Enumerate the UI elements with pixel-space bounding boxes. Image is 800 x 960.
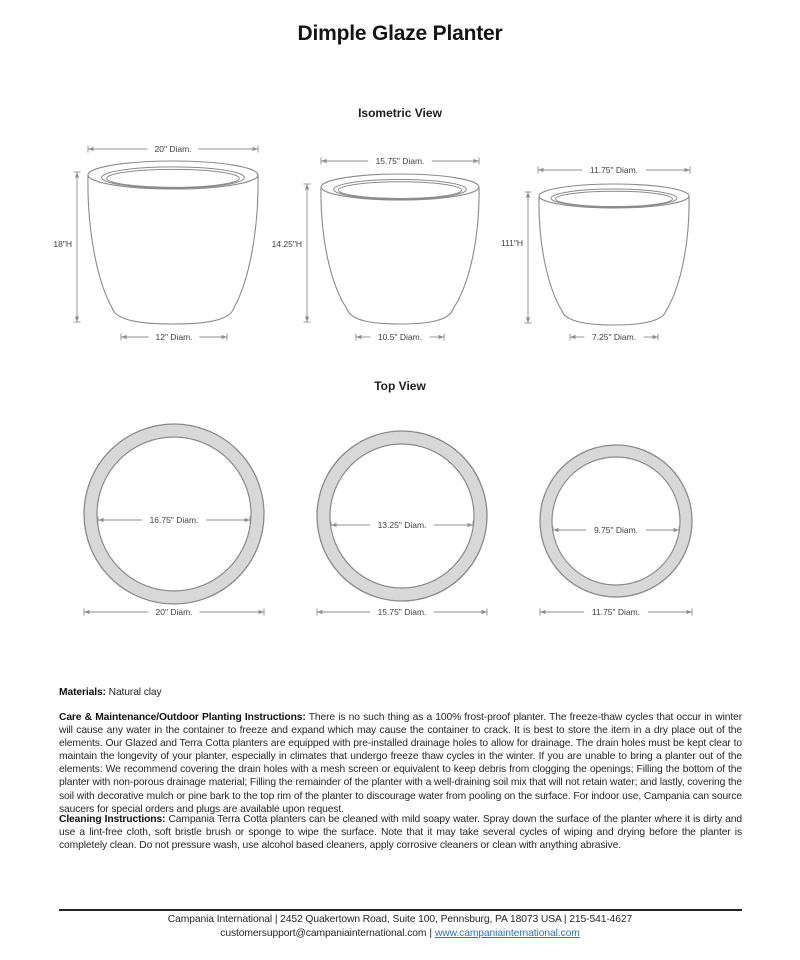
outer-diameter-label: 20" Diam. — [155, 607, 193, 617]
cleaning-text: Campania Terra Cotta planters can be cleaned with mild soapy water. Spray down the surface of the planter where it is dirty and use a lint-free cloth, soft bristle brush or sponge to wipe the surface. Note that it may take several cycles of wiping and drying before the planter is completely clean. Do not pressure wash, use alcohol based cleaners, apply corrosive cleaners or clean with anything abrasive. — [59, 814, 742, 852]
inner-diameter-label: 13.25" Diam. — [377, 520, 427, 530]
arrow-icon — [75, 172, 79, 178]
planter-isometric-2 — [272, 156, 479, 342]
planter-isometric-1 — [53, 144, 258, 342]
arrow-icon — [687, 610, 693, 614]
cleaning-instructions-paragraph — [59, 813, 742, 852]
planter-body-outline — [539, 196, 689, 325]
arrow-icon — [317, 610, 323, 614]
height-label: 18"H — [53, 239, 72, 249]
arrow-icon — [84, 610, 90, 614]
footer-email: customersupport@campaniainternational.com — [220, 928, 427, 939]
arrow-icon — [685, 168, 691, 172]
bottom-diameter-label: 10.5" Diam. — [377, 332, 423, 342]
care-instructions-paragraph — [59, 711, 742, 816]
footer-address-line: Campania International | 2452 Quakertown Road, Suite 100, Pennsburg, PA 18073 USA | 215-541-4627 — [167, 914, 633, 925]
arrow-icon — [653, 335, 659, 339]
arrow-icon — [570, 335, 576, 339]
planter-top-view-1 — [84, 424, 264, 617]
ring-inner-circle — [552, 457, 680, 585]
height-label: 111"H — [500, 238, 523, 248]
arrow-icon — [439, 335, 445, 339]
arrow-icon — [121, 335, 127, 339]
ring-inner-circle — [330, 444, 474, 588]
arrow-icon — [253, 147, 259, 151]
cleaning-label: Cleaning Instructions: — [59, 814, 166, 825]
isometric-view-heading: Isometric View — [358, 106, 442, 120]
arrow-icon — [259, 610, 265, 614]
materials-label: Materials: — [59, 687, 106, 698]
materials-value: Natural clay — [108, 687, 162, 698]
arrow-icon — [222, 335, 228, 339]
arrow-icon — [474, 159, 480, 163]
bottom-diameter-label: 7.25" Diam. — [591, 332, 637, 342]
arrow-icon — [305, 317, 309, 323]
materials-line — [59, 686, 742, 699]
footer-divider — [59, 909, 742, 911]
planter-body-outline — [321, 187, 479, 324]
top-view-heading: Top View — [374, 379, 426, 393]
arrow-icon — [540, 610, 546, 614]
page-title: Dimple Glaze Planter — [297, 22, 503, 45]
planter-rim-outer — [321, 174, 479, 200]
company-website-link[interactable]: www.campaniainternational.com — [434, 928, 580, 939]
inner-diameter-label: 9.75" Diam. — [593, 525, 639, 535]
isometric-view-drawing — [0, 130, 800, 365]
arrow-icon — [526, 192, 530, 198]
arrow-icon — [538, 168, 544, 172]
arrow-icon — [75, 317, 79, 323]
footer-separator: | — [429, 928, 432, 939]
bottom-diameter-label: 12" Diam. — [155, 332, 193, 342]
top-view-drawing — [0, 405, 800, 633]
top-diameter-label: 15.75" Diam. — [375, 156, 425, 166]
planter-body-outline — [88, 175, 258, 324]
arrow-icon — [356, 335, 362, 339]
top-diameter-label: 11.75" Diam. — [589, 165, 639, 175]
planter-rim-outer — [88, 161, 258, 189]
top-diameter-label: 20" Diam. — [154, 144, 192, 154]
height-label: 14.25"H — [271, 239, 302, 249]
outer-diameter-label: 11.75" Diam. — [591, 607, 641, 617]
ring-inner-circle — [97, 437, 251, 591]
planter-isometric-3 — [501, 165, 690, 342]
footer — [0, 913, 800, 941]
planter-rim-outer — [539, 184, 689, 208]
arrow-icon — [305, 184, 309, 190]
outer-diameter-label: 15.75" Diam. — [377, 607, 427, 617]
planter-top-view-3 — [540, 445, 692, 617]
care-text: There is no such thing as a 100% frost-proof planter. The freeze-thaw cycles that occur in winter will cause any water in the container to freeze and expand which may cause the container to crack. It is best to store the item in a dry place out of the elements. Our Glazed and Terra Cotta planters are equipped with pre-installed drainage holes to allow for drainage. The drain holes must be kept clear to maintain the longevity of your planter, especially in climates that undergo freeze thaw cycles in the winter. If you are unable to bring a planter out of the elements: We recommend covering the drain holes with a mesh screen or equivalent to keep debris from clogging the openings; Filling the bottom of the planter with non-porous drainage material; Filling the remainder of the planter with a well-draining soil mix that will not retain water; and lastly, covering the soil with decorative mulch or pine bark to the top rim of the planter to discourage water from pooling on the surface. For indoor use, Campania can source saucers for special orders and plugs are available upon request. — [59, 712, 742, 815]
inner-diameter-label: 16.75" Diam. — [149, 515, 199, 525]
arrow-icon — [526, 318, 530, 324]
planter-top-view-2 — [317, 431, 487, 617]
arrow-icon — [482, 610, 488, 614]
arrow-icon — [88, 147, 94, 151]
care-label: Care & Maintenance/Outdoor Planting Instructions: — [59, 712, 306, 723]
arrow-icon — [321, 159, 327, 163]
